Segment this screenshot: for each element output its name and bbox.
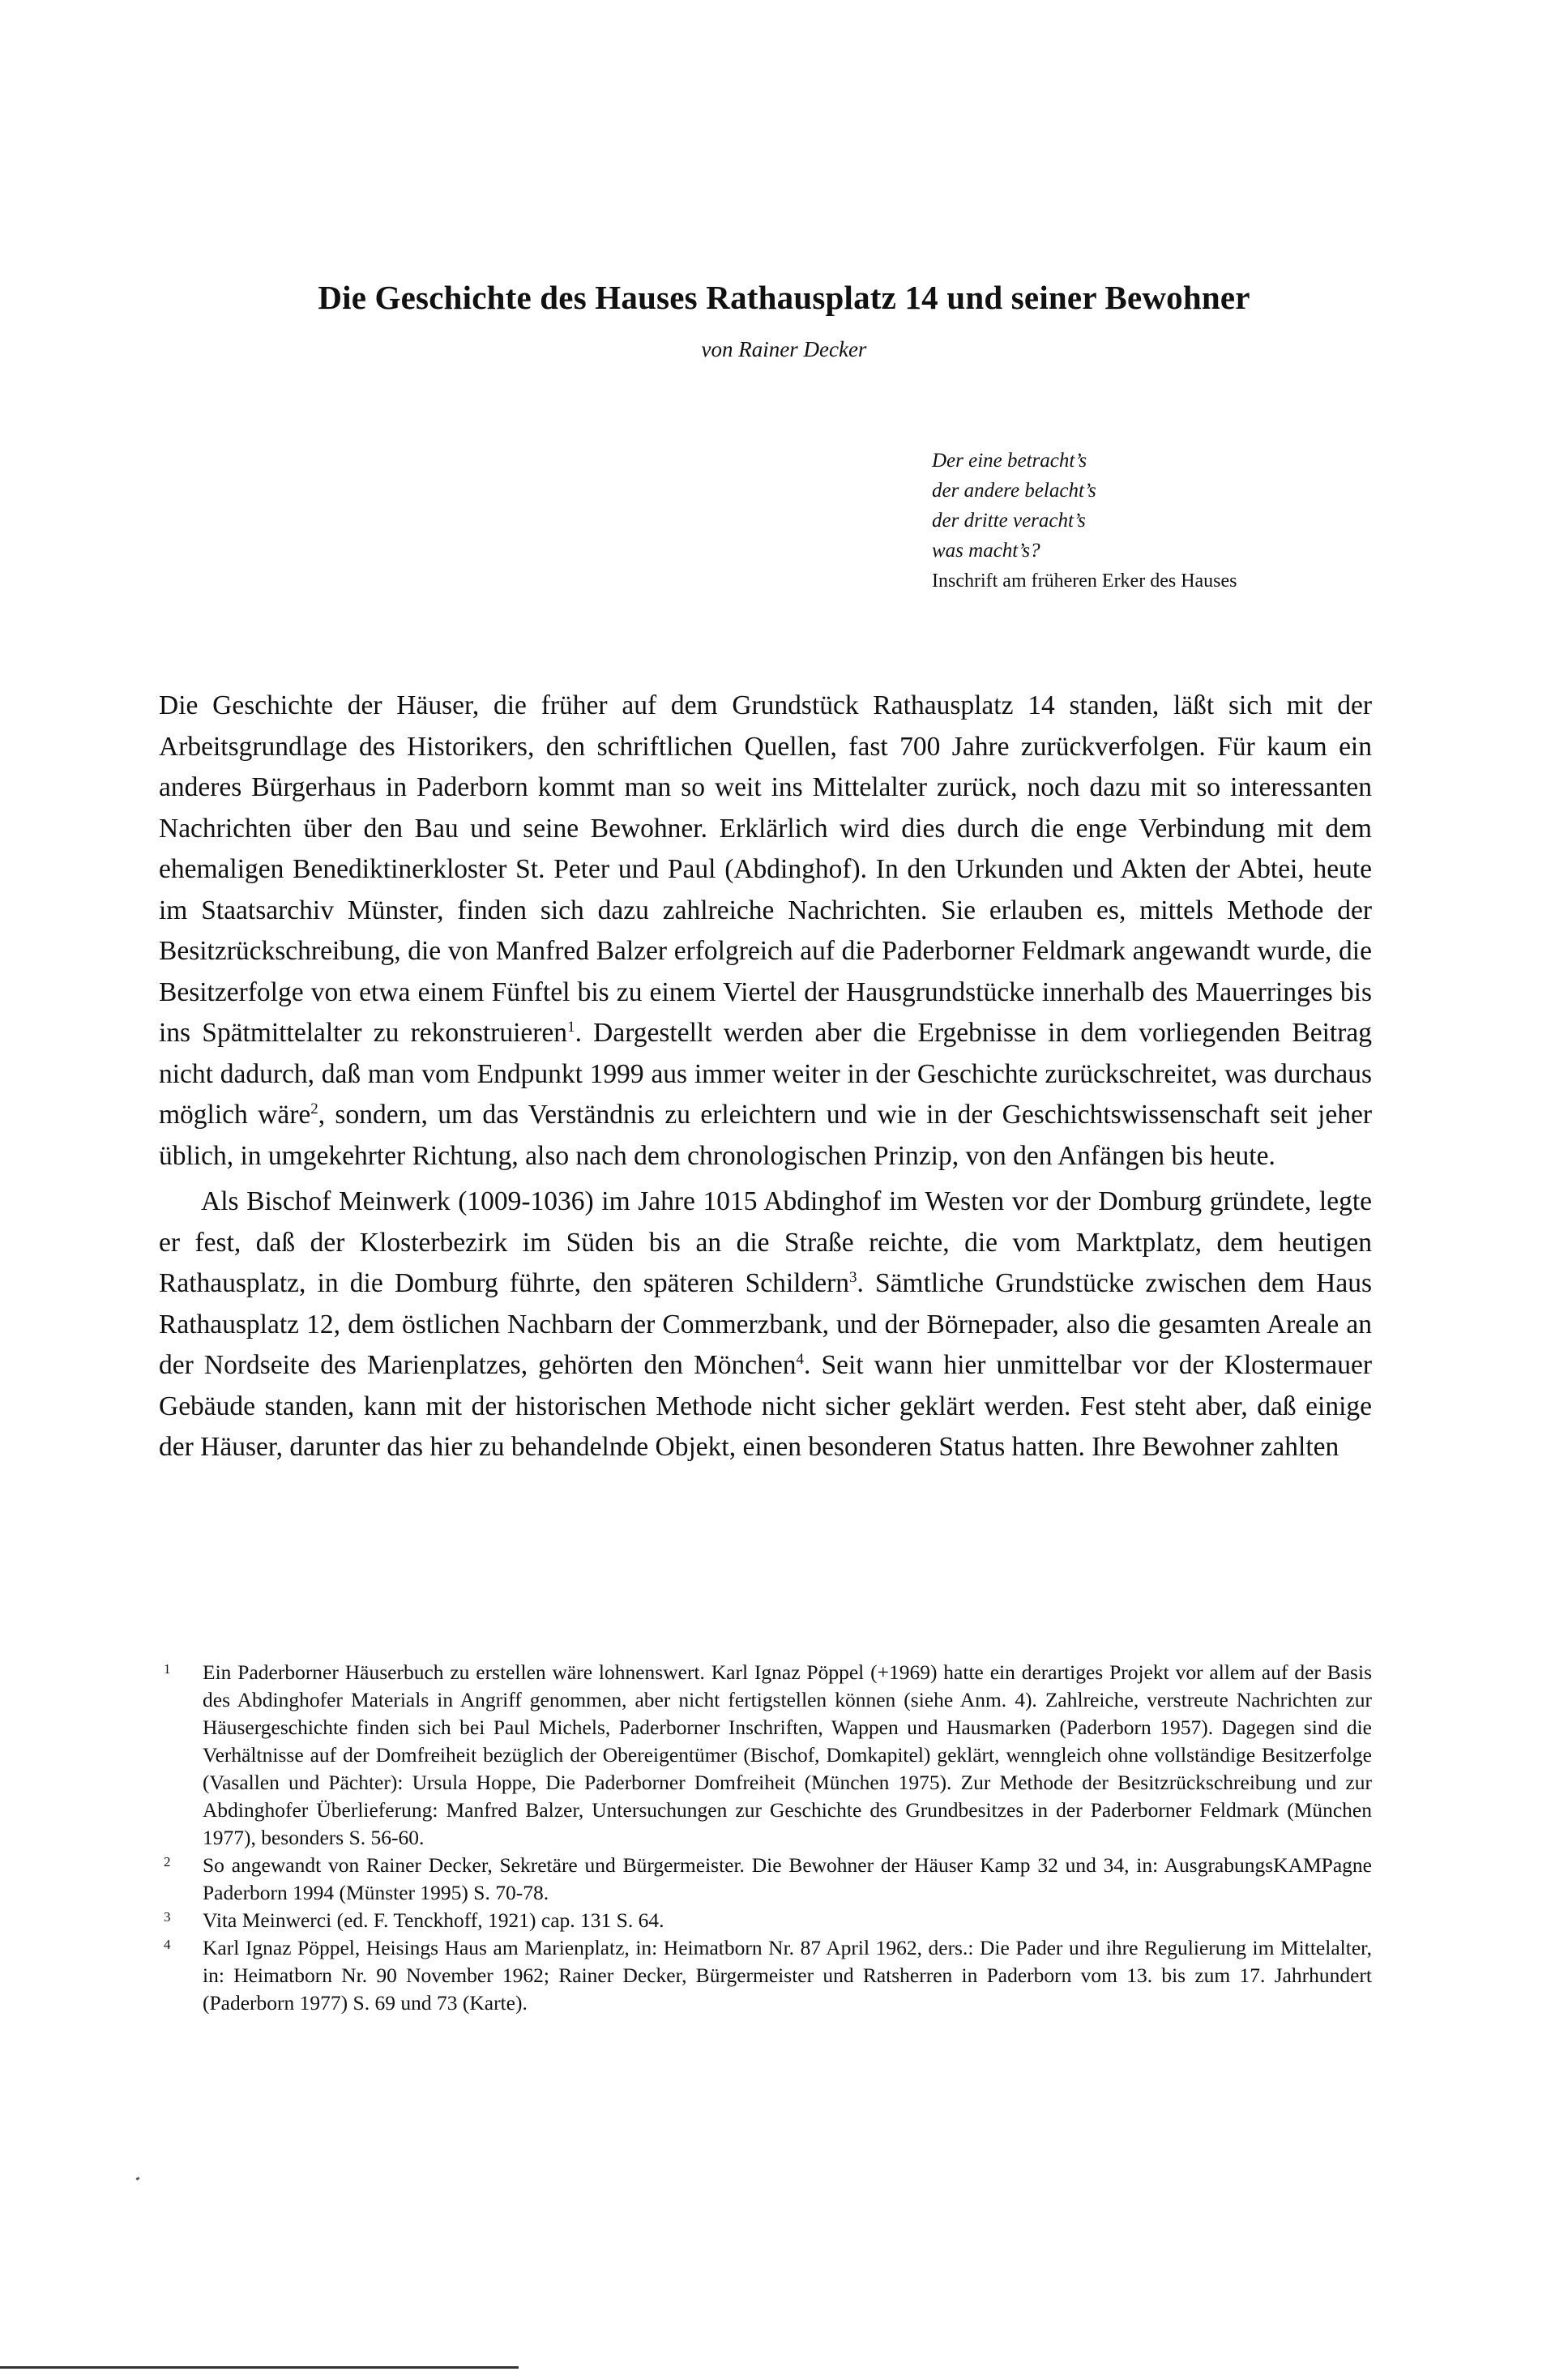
footnote (159, 1934, 1372, 2017)
footnote-number: 2 (164, 1854, 171, 1869)
article-title: Die Geschichte des Hauses Rathausplatz 14 und seiner Bewohner (318, 279, 1250, 316)
footnote-reference: 3 (849, 1268, 857, 1286)
footnote-reference: 4 (796, 1350, 804, 1368)
body-paragraph (159, 686, 1372, 1177)
paragraph-text: . Seit wann hier unmittelbar vor der Klostermauer Gebäude standen, kann mit der historischen Methode nicht sicher geklärt werden. Fest steht aber, daß einige der Häuser, darunter das hier zu behandelnde Objekt, einen besonderen Status hatten. Ihre Bewohner zahlten (159, 1350, 1372, 1462)
footnote-reference: 2 (310, 1100, 318, 1117)
footnote-number: 3 (164, 1909, 171, 1925)
paragraph-text: . Dargestellt werden aber die Ergebnisse in dem vorliegenden Beitrag nicht dadurch, daß man vom Endpunkt 1999 aus immer weiter in der Geschichte zurückschreitet, was durchaus möglich wäre (159, 1018, 1372, 1130)
epigraph-line: Der eine betracht’s (932, 450, 1087, 472)
scan-speck (136, 2177, 140, 2181)
paragraph-text: Als Bischof Meinwerk (1009-1036) im Jahre 1015 Abdinghof im Westen vor der Domburg gründete, legte er fest, daß der Klosterbezirk im Süden bis an die Straße reichte, die vom Marktplatz, dem heutigen Rathausplatz, in die Domburg führte, den späteren Schildern (159, 1186, 1372, 1298)
footnote-number: 1 (164, 1661, 171, 1677)
article-body (159, 686, 1372, 1468)
footnote-text: Vita Meinwerci (ed. F. Tenckhoff, 1921) cap. 131 S. 64. (203, 1908, 664, 1932)
footnote (159, 1852, 1372, 1907)
body-paragraph (159, 1181, 1372, 1468)
footnote (159, 1659, 1372, 1852)
footnote-reference: 1 (567, 1018, 575, 1036)
footnote (159, 1907, 1372, 1934)
paragraph-text: . Sämtliche Grundstücke zwischen dem Haus Rathausplatz 12, dem östlichen Nachbarn der Commerzbank, und der Börnepader, also die gesamten Areale an der Nordseite des Marienplatzes, gehörten den Mönchen (159, 1268, 1372, 1380)
epigraph (932, 446, 1386, 595)
scan-edge-line (0, 2366, 519, 2369)
paragraph-text: Die Geschichte der Häuser, die früher auf dem Grundstück Rathausplatz 14 standen, läßt sich mit der Arbeitsgrundlage des Historikers, den schriftlichen Quellen, fast 700 Jahre zurückverfolgen. Für kaum ein anderes Bürgerhaus in Paderborn kommt man so weit ins Mittelalter zurück, noch dazu mit so interessanten Nachrichten über den Bau und seine Bewohner. Erklärlich wird dies durch die enge Verbindung mit dem ehemaligen Benediktinerkloster St. Peter und Paul (Abdinghof). In den Urkunden und Akten der Abtei, heute im Staatsarchiv Münster, finden sich dazu zahlreiche Nachrichten. Sie erlauben es, mittels Methode der Besitzrückschreibung, die von Manfred Balzer erfolgreich auf die Paderborner Feldmark angewandt wurde, die Besitzerfolge von etwa einem Fünftel bis zu einem Viertel der Hausgrundstücke innerhalb des Mauerringes bis ins Spätmittelalter zu rekonstruieren (159, 690, 1372, 1048)
epigraph-line: was macht’s? (932, 540, 1040, 562)
footnote-number: 4 (164, 1937, 171, 1952)
author-byline: von Rainer Decker (701, 337, 867, 361)
epigraph-line: der dritte veracht’s (932, 510, 1086, 532)
paragraph-text: , sondern, um das Verständnis zu erleichtern und wie in der Geschichtswissenschaft seit jeher üblich, in umgekehrter Richtung, also nach dem chronologischen Prinzip, von den Anfängen bis heute. (159, 1100, 1372, 1171)
footnotes (159, 1659, 1372, 2017)
epigraph-line: der andere belacht’s (932, 480, 1096, 502)
epigraph-source: Inschrift am früheren Erker des Hauses (932, 570, 1237, 592)
footnote-text: Karl Ignaz Pöppel, Heisings Haus am Marienplatz, in: Heimatborn Nr. 87 April 1962, ders.: Die Pader und ihre Regulierung im Mittelalter, in: Heimatborn Nr. 90 November 1962; Rainer Decker, Bürgermeister und Ratsherren in Paderborn vom 13. bis zum 17. Jahrhundert (Paderborn 1977) S. 69 und 73 (Karte). (203, 1936, 1372, 2015)
footnote-text: Ein Paderborner Häuserbuch zu erstellen wäre lohnenswert. Karl Ignaz Pöppel (+1969) hatte ein derartiges Projekt vor allem auf der Basis des Abdinghofer Materials in Angriff genommen, aber nicht fertigstellen können (siehe Anm. 4). Zahlreiche, verstreute Nachrichten zur Häusergeschichte finden sich bei Paul Michels, Paderborner Inschriften, Wappen und Hausmarken (Paderborn 1957). Dagegen sind die Verhältnisse auf der Domfreiheit bezüglich der Obereigentümer (Bischof, Domkapitel) geklärt, wenngleich ohne vollständige Besitzerfolge (Vasallen und Pächter): Ursula Hoppe, Die Paderborner Domfreiheit (München 1975). Zur Methode der Besitzrückschreibung und zur Abdinghofer Überlieferung: Manfred Balzer, Untersuchungen zur Geschichte des Grundbesitzes in der Paderborner Feldmark (München 1977), besonders S. 56-60. (203, 1660, 1372, 1849)
footnote-text: So angewandt von Rainer Decker, Sekretäre und Bürgermeister. Die Bewohner der Häuser Kamp 32 und 34, in: AusgrabungsKAMPagne Paderborn 1994 (Münster 1995) S. 70-78. (203, 1853, 1372, 1904)
